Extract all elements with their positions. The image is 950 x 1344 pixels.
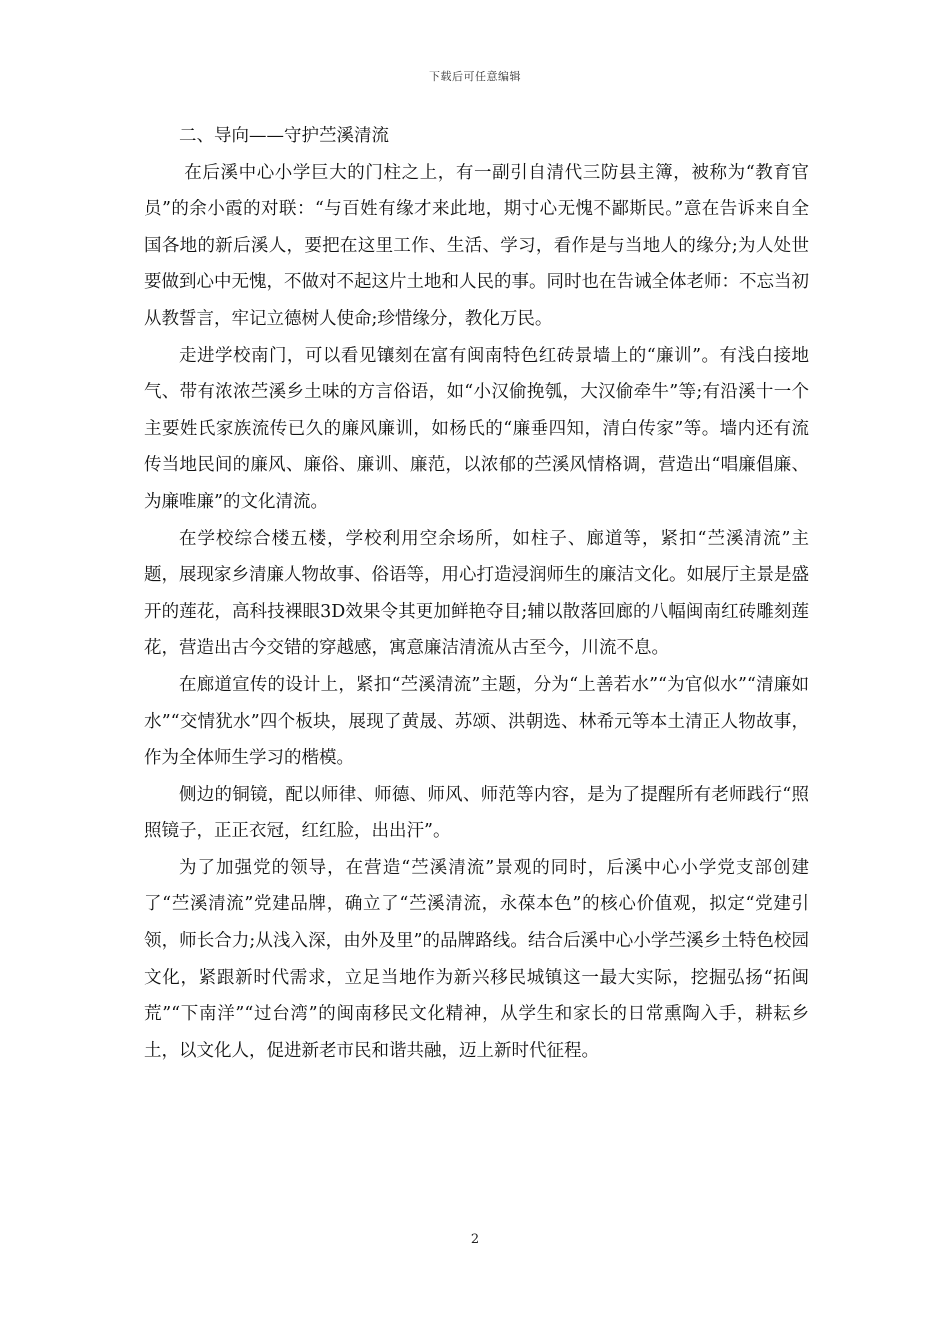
paragraph-corridor: 在廊道宣传的设计上，紧扣“苎溪清流”主题，分为“上善若水”“为官似水”“清廉如水”“交情犹水”四个板块，展现了黄晟、苏颂、洪朝选、林希元等本土清正人物故事，作为全体师生学习的楷模。 — [144, 674, 809, 769]
page-header: 下载后可任意编辑 — [429, 70, 521, 83]
paragraph-couplet: 在后溪中心小学巨大的门柱之上，有一副引自清代三防县主簿，被称为“教育官员”的余小霞的对联：“与百姓有缘才来此地，期寸心无愧不鄙斯民。”意在告诉来自全国各地的新后溪人，要把在这里工作、生活、学习，看作是与当地人的缘分;为人处世要做到心中无愧，不做对不起这片土地和人民的事。同时也在告诫全体老师：不忘当初从教誓言，牢记立德树人使命;珍惜缘分，教化万民。 — [144, 162, 809, 329]
section-heading: 二、导向——守护苎溪清流 — [179, 126, 389, 146]
paragraph-fifth-floor: 在学校综合楼五楼，学校利用空余场所，如柱子、廊道等，紧扣“苎溪清流”主题，展现家乡清廉人物故事、俗语等，用心打造浸润师生的廉洁文化。如展厅主景是盛开的莲花，高科技裸眼3D效果令其更加鲜艳夺目;辅以散落回廊的八幅闽南红砖雕刻莲花，营造出古今交错的穿越感，寓意廉洁清流从古至今，川流不息。 — [144, 528, 809, 659]
paragraph-party-brand: 为了加强党的领导，在营造“苎溪清流”景观的同时，后溪中心小学党支部创建了“苎溪清流”党建品牌，确立了“苎溪清流，永葆本色”的核心价值观，拟定“党建引领，师长合力;从浅入深，由外及里”的品牌路线。结合后溪中心小学苎溪乡土特色校园文化，紧跟新时代需求，立足当地作为新兴移民城镇这一最大实际，挖掘弘扬“拓闽荒”“下南洋”“过台湾”的闽南移民文化精神，从学生和家长的日常熏陶入手，耕耘乡土，以文化人，促进新老市民和谐共融，迈上新时代征程。 — [144, 857, 809, 1061]
paragraph-south-gate: 走进学校南门，可以看见镶刻在富有闽南特色红砖景墙上的“廉训”。有浅白接地气、带有浓浓苎溪乡土味的方言俗语，如“小汉偷挽瓠，大汉偷牵牛”等;有沿溪十一个主要姓氏家族流传已久的廉风廉训，如杨氏的“廉垂四知，清白传家”等。墙内还有流传当地民间的廉风、廉俗、廉训、廉范，以浓郁的苎溪风情格调，营造出“唱廉倡廉、为廉唯廉”的文化清流。 — [144, 345, 809, 512]
paragraph-mirror: 侧边的铜镜，配以师律、师德、师风、师范等内容，是为了提醒所有老师践行“照照镜子，正正衣冠，红红脸，出出汗”。 — [144, 784, 809, 842]
document-body — [144, 118, 809, 1069]
page-number: 2 — [470, 1232, 480, 1247]
